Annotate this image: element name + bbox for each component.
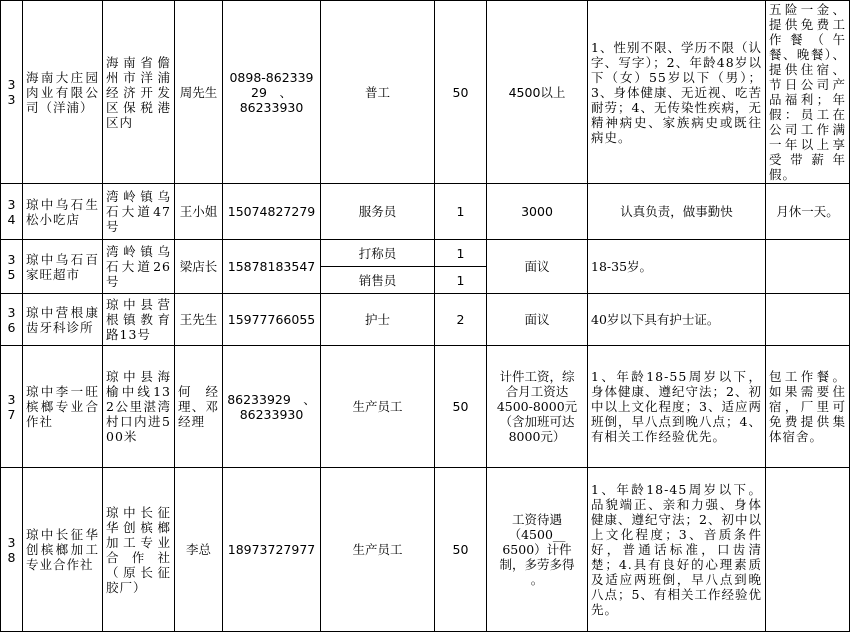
requirements: 认真负责，做事勤快	[588, 184, 766, 240]
requirements: 1、年龄18-55周岁以下，身体健康、遵纪守法；2、初中以上文化程度；3、适应两班倒，早八点到晚八点；4、有相关工作经验优先。	[588, 346, 766, 468]
job-position: 销售员	[321, 267, 435, 294]
job-position: 生产员工	[321, 468, 435, 632]
phone-line: 0898-86233929 、	[229, 69, 314, 100]
company-address: 琼中县营根镇教育路13号	[103, 294, 175, 346]
requirements: 40岁以下具有护士证。	[588, 294, 766, 346]
salary-line: 8000元）	[508, 429, 566, 444]
row-number: 38	[1, 468, 23, 632]
salary-line: 6500）计件	[502, 542, 572, 557]
company-name: 琼中乌石生松小吃店	[23, 184, 103, 240]
salary-line: 4500-8000元	[496, 399, 578, 414]
salary-line: （4500__	[508, 527, 566, 542]
benefits	[766, 240, 850, 294]
company-name: 琼中营根康齿牙科诊所	[23, 294, 103, 346]
company-address: 琼中县海榆中线132公里湛湾村口内进500米	[103, 346, 175, 468]
row-number: 33	[1, 1, 23, 184]
headcount: 2	[435, 294, 487, 346]
requirements: 1、年龄18-45周岁以下。品貌端正、亲和力强、身体健康、遵纪守法；2、初中以上文化程度；3、音质条件好，普通话标准，口齿清楚；4.具有良好的心理素质及适应两班倒，早八点到晚八点；5、有相关工作经验优先。	[588, 468, 766, 632]
contact-person: 王先生	[175, 294, 223, 346]
headcount: 50	[435, 468, 487, 632]
company-name: 琼中李一旺槟榔专业合作社	[23, 346, 103, 468]
row-number: 36	[1, 294, 23, 346]
job-position: 普工	[321, 1, 435, 184]
headcount: 1	[435, 184, 487, 240]
benefits	[766, 294, 850, 346]
company-address: 湾岭镇乌石大道26号	[103, 240, 175, 294]
headcount: 50	[435, 1, 487, 184]
headcount: 50	[435, 346, 487, 468]
contact-phone: 15074827279	[223, 184, 321, 240]
table-row	[1, 468, 850, 632]
salary-line: （含加班可达	[499, 414, 575, 429]
row-number: 34	[1, 184, 23, 240]
table-row	[1, 184, 850, 240]
contact-phone: 18973727977	[223, 468, 321, 632]
company-address: 湾岭镇乌石大道47号	[103, 184, 175, 240]
row-number: 37	[1, 346, 23, 468]
benefits	[766, 468, 850, 632]
requirements: 1、性别不限、学历不限（认字、写字）；2、年龄48岁以下（女）55岁以下（男）；3、身体健康、无近视、吃苦耐劳；4、无传染性疾病，无精神病史、家族病史或既往病史。	[588, 1, 766, 184]
job-position: 服务员	[321, 184, 435, 240]
salary: 3000	[487, 184, 588, 240]
contact-person: 王小姐	[175, 184, 223, 240]
phone-line: 86233929 、	[227, 391, 316, 407]
salary-line: 计件工资，综	[499, 369, 575, 384]
headcount: 1	[435, 267, 487, 294]
company-address: 琼中长征华创槟榔加工专业合作社（原长征胶厂）	[103, 468, 175, 632]
headcount: 1	[435, 240, 487, 267]
company-address: 海南省儋州市洋浦经济开发区保税港区内	[103, 1, 175, 184]
salary: 4500以上	[487, 1, 588, 184]
contact-person: 李总	[175, 468, 223, 632]
job-position: 打称员	[321, 240, 435, 267]
table-row	[1, 240, 850, 267]
table-row	[1, 294, 850, 346]
salary: 面议	[487, 240, 588, 294]
salary	[487, 468, 588, 632]
company-name: 琼中乌石百家旺超市	[23, 240, 103, 294]
table-row	[1, 1, 850, 184]
company-name: 琼中长征华创槟榔加工专业合作社	[23, 468, 103, 632]
row-number: 35	[1, 240, 23, 294]
contact-person: 周先生	[175, 1, 223, 184]
table-row	[1, 346, 850, 468]
benefits: 月休一天。	[766, 184, 850, 240]
salary	[487, 346, 588, 468]
company-name: 海南大庄园肉业有限公司（洋浦）	[23, 1, 103, 184]
contact-phone	[223, 346, 321, 468]
salary: 面议	[487, 294, 588, 346]
job-position: 生产员工	[321, 346, 435, 468]
phone-line: 86233930	[239, 406, 304, 422]
salary-line: 工资待遇	[511, 512, 562, 527]
requirements: 18-35岁。	[588, 240, 766, 294]
contact-phone	[223, 1, 321, 184]
contact-phone: 15977766055	[223, 294, 321, 346]
contact-person: 梁店长	[175, 240, 223, 294]
contact-phone: 15878183547	[223, 240, 321, 294]
benefits: 五险一金、提供免费工作餐（午餐、晚餐）、提供住宿、节日公司产品福利；年假：员工在公司工作满一年以上享受带薪年假。	[766, 1, 850, 184]
salary-line: 。	[530, 572, 544, 587]
salary-line: 合月工资达	[505, 384, 569, 399]
salary-line: 制，多劳多得	[499, 557, 575, 572]
phone-line: 86233930	[239, 99, 304, 115]
job-position: 护士	[321, 294, 435, 346]
benefits: 包工作餐。如果需要住宿，厂里可免费提供集体宿舍。	[766, 346, 850, 468]
contact-person: 何经理、邓经理	[175, 346, 223, 468]
